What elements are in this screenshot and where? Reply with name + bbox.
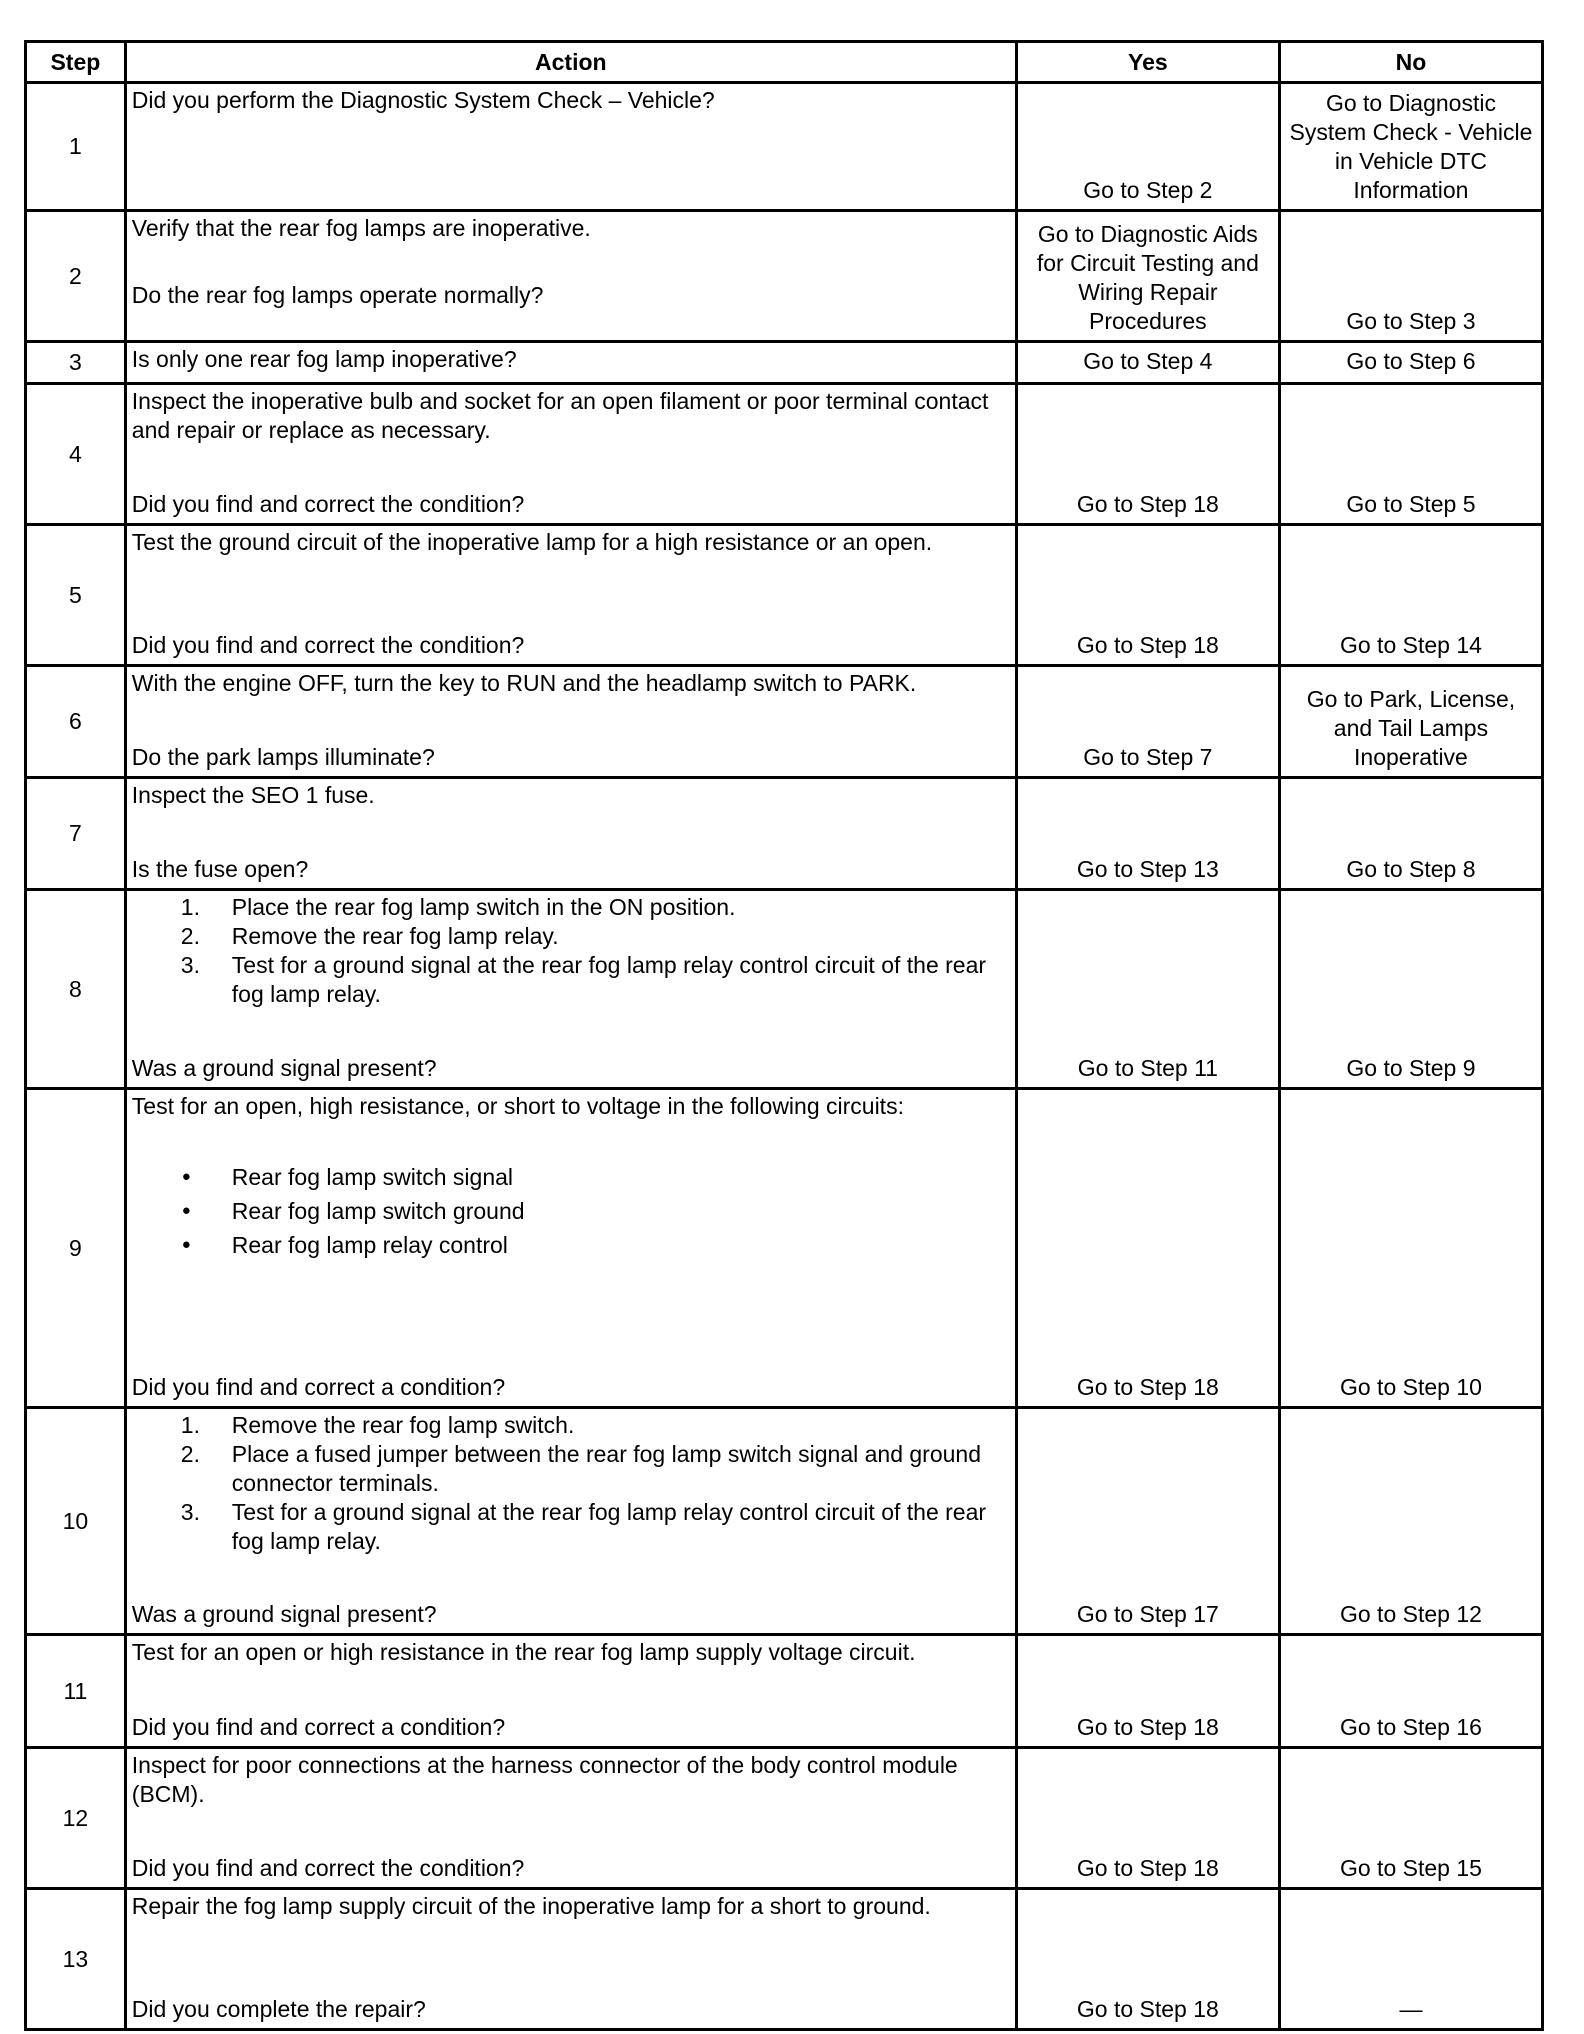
action-text: Repair the fog lamp supply circuit of the inoperative lamp for a short to ground. xyxy=(131,1893,931,1919)
table-row xyxy=(26,666,1543,778)
step-number: 8 xyxy=(26,890,126,1089)
step-number: 9 xyxy=(26,1089,126,1408)
list-item: Remove the rear fog lamp switch. xyxy=(231,1412,575,1438)
no-cell: Go to Step 14 xyxy=(1279,525,1542,666)
action-text: Inspect for poor connections at the harness connector of the body control module (BCM). xyxy=(131,1752,958,1807)
action-question: Did you find and correct the condition? xyxy=(131,632,525,658)
header-no: No xyxy=(1279,42,1542,83)
action-question: Did you find and correct a condition? xyxy=(131,1374,506,1400)
table-row xyxy=(26,1748,1543,1889)
action-question: Do the rear fog lamps operate normally? xyxy=(131,282,544,308)
action-text: Test for an open or high resistance in the rear fog lamp supply voltage circuit. xyxy=(131,1639,916,1665)
no-cell: Go to Diagnostic System Check - Vehicle in Vehicle DTC Information xyxy=(1279,83,1542,211)
list-item: ● Rear fog lamp switch ground xyxy=(232,1194,1011,1228)
action-question: Did you find and correct the condition? xyxy=(131,491,525,517)
table-row xyxy=(26,1408,1543,1635)
step-number: 4 xyxy=(26,384,126,525)
no-cell: Go to Step 12 xyxy=(1279,1408,1542,1635)
yes-cell: Go to Step 4 xyxy=(1016,342,1279,384)
list-item: ● Rear fog lamp relay control xyxy=(232,1228,1011,1262)
action-text: Inspect the inoperative bulb and socket for an open filament or poor terminal contact and repair or replace as necessary. xyxy=(131,388,989,443)
no-cell: Go to Step 8 xyxy=(1279,778,1542,890)
no-cell: Go to Step 6 xyxy=(1279,342,1542,384)
action-cell xyxy=(125,666,1016,778)
step-number: 11 xyxy=(26,1635,126,1748)
list-item: Remove the rear fog lamp relay. xyxy=(231,923,559,949)
yes-cell: Go to Step 18 xyxy=(1016,384,1279,525)
action-text: Test for an open, high resistance, or short to voltage in the following circuits: xyxy=(131,1093,904,1119)
list-item: Place a fused jumper between the rear fog lamp switch signal and ground connector terminals. xyxy=(231,1441,981,1496)
numbered-steps xyxy=(132,1411,1011,1556)
yes-cell: Go to Diagnostic Aids for Circuit Testing and Wiring Repair Procedures xyxy=(1016,211,1279,342)
table-row xyxy=(26,1635,1543,1748)
table-row xyxy=(26,525,1543,666)
yes-cell: Go to Step 13 xyxy=(1016,778,1279,890)
list-item: Test for a ground signal at the rear fog lamp relay control circuit of the rear fog lamp relay. xyxy=(231,1499,987,1554)
step-number: 6 xyxy=(26,666,126,778)
yes-cell: Go to Step 17 xyxy=(1016,1408,1279,1635)
yes-cell: Go to Step 7 xyxy=(1016,666,1279,778)
action-cell xyxy=(125,342,1016,384)
no-cell: Go to Step 15 xyxy=(1279,1748,1542,1889)
action-cell xyxy=(125,890,1016,1089)
table-row xyxy=(26,1889,1543,2030)
action-cell xyxy=(125,1748,1016,1889)
no-cell: Go to Step 10 xyxy=(1279,1089,1542,1408)
header-row xyxy=(26,42,1543,83)
header-yes: Yes xyxy=(1016,42,1279,83)
yes-cell: Go to Step 18 xyxy=(1016,525,1279,666)
yes-cell: Go to Step 18 xyxy=(1016,1889,1279,2030)
bullet-list xyxy=(132,1160,1011,1262)
step-number: 10 xyxy=(26,1408,126,1635)
action-cell xyxy=(125,778,1016,890)
step-number: 13 xyxy=(26,1889,126,2030)
action-text: Did you perform the Diagnostic System Check – Vehicle? xyxy=(131,87,715,113)
list-item: ● Rear fog lamp switch signal xyxy=(232,1160,1011,1194)
yes-cell: Go to Step 18 xyxy=(1016,1635,1279,1748)
list-item: Place the rear fog lamp switch in the ON position. xyxy=(231,894,736,920)
action-text: Test the ground circuit of the inoperative lamp for a high resistance or an open. xyxy=(131,529,933,555)
action-question: Did you find and correct a condition? xyxy=(131,1714,506,1740)
yes-cell: Go to Step 18 xyxy=(1016,1089,1279,1408)
table-row xyxy=(26,890,1543,1089)
action-question: Was a ground signal present? xyxy=(131,1601,437,1627)
table-row xyxy=(26,342,1543,384)
no-cell: Go to Step 9 xyxy=(1279,890,1542,1089)
step-number: 2 xyxy=(26,211,126,342)
no-cell: Go to Park, License, and Tail Lamps Inoperative xyxy=(1279,666,1542,778)
action-cell xyxy=(125,1889,1016,2030)
no-cell: Go to Step 3 xyxy=(1279,211,1542,342)
yes-cell: Go to Step 2 xyxy=(1016,83,1279,211)
step-number: 7 xyxy=(26,778,126,890)
action-text: Verify that the rear fog lamps are inoperative. xyxy=(131,215,591,241)
action-cell xyxy=(125,384,1016,525)
no-cell: Go to Step 5 xyxy=(1279,384,1542,525)
action-question: Did you complete the repair? xyxy=(131,1996,426,2022)
action-text: With the engine OFF, turn the key to RUN and the headlamp switch to PARK. xyxy=(131,670,917,696)
table-row xyxy=(26,1089,1543,1408)
header-step: Step xyxy=(26,42,126,83)
step-number: 1 xyxy=(26,83,126,211)
action-cell xyxy=(125,1635,1016,1748)
action-question: Did you find and correct the condition? xyxy=(131,1855,525,1881)
action-cell xyxy=(125,211,1016,342)
step-number: 3 xyxy=(26,342,126,384)
table-row xyxy=(26,83,1543,211)
table-row xyxy=(26,384,1543,525)
step-number: 12 xyxy=(26,1748,126,1889)
no-cell: Go to Step 16 xyxy=(1279,1635,1542,1748)
no-cell: — xyxy=(1279,1889,1542,2030)
action-question: Was a ground signal present? xyxy=(131,1055,437,1081)
action-question: Is the fuse open? xyxy=(131,856,309,882)
step-number: 5 xyxy=(26,525,126,666)
table-row xyxy=(26,211,1543,342)
diagnostic-table xyxy=(24,40,1544,2031)
yes-cell: Go to Step 18 xyxy=(1016,1748,1279,1889)
table-row xyxy=(26,778,1543,890)
action-text: Inspect the SEO 1 fuse. xyxy=(131,782,375,808)
numbered-steps xyxy=(132,893,1011,1009)
list-item: Test for a ground signal at the rear fog lamp relay control circuit of the rear fog lamp relay. xyxy=(231,952,987,1007)
header-action: Action xyxy=(125,42,1016,83)
action-question: Do the park lamps illuminate? xyxy=(131,744,435,770)
action-cell xyxy=(125,83,1016,211)
action-text: Is only one rear fog lamp inoperative? xyxy=(131,346,517,372)
action-cell xyxy=(125,525,1016,666)
action-cell xyxy=(125,1089,1016,1408)
yes-cell: Go to Step 11 xyxy=(1016,890,1279,1089)
action-cell xyxy=(125,1408,1016,1635)
